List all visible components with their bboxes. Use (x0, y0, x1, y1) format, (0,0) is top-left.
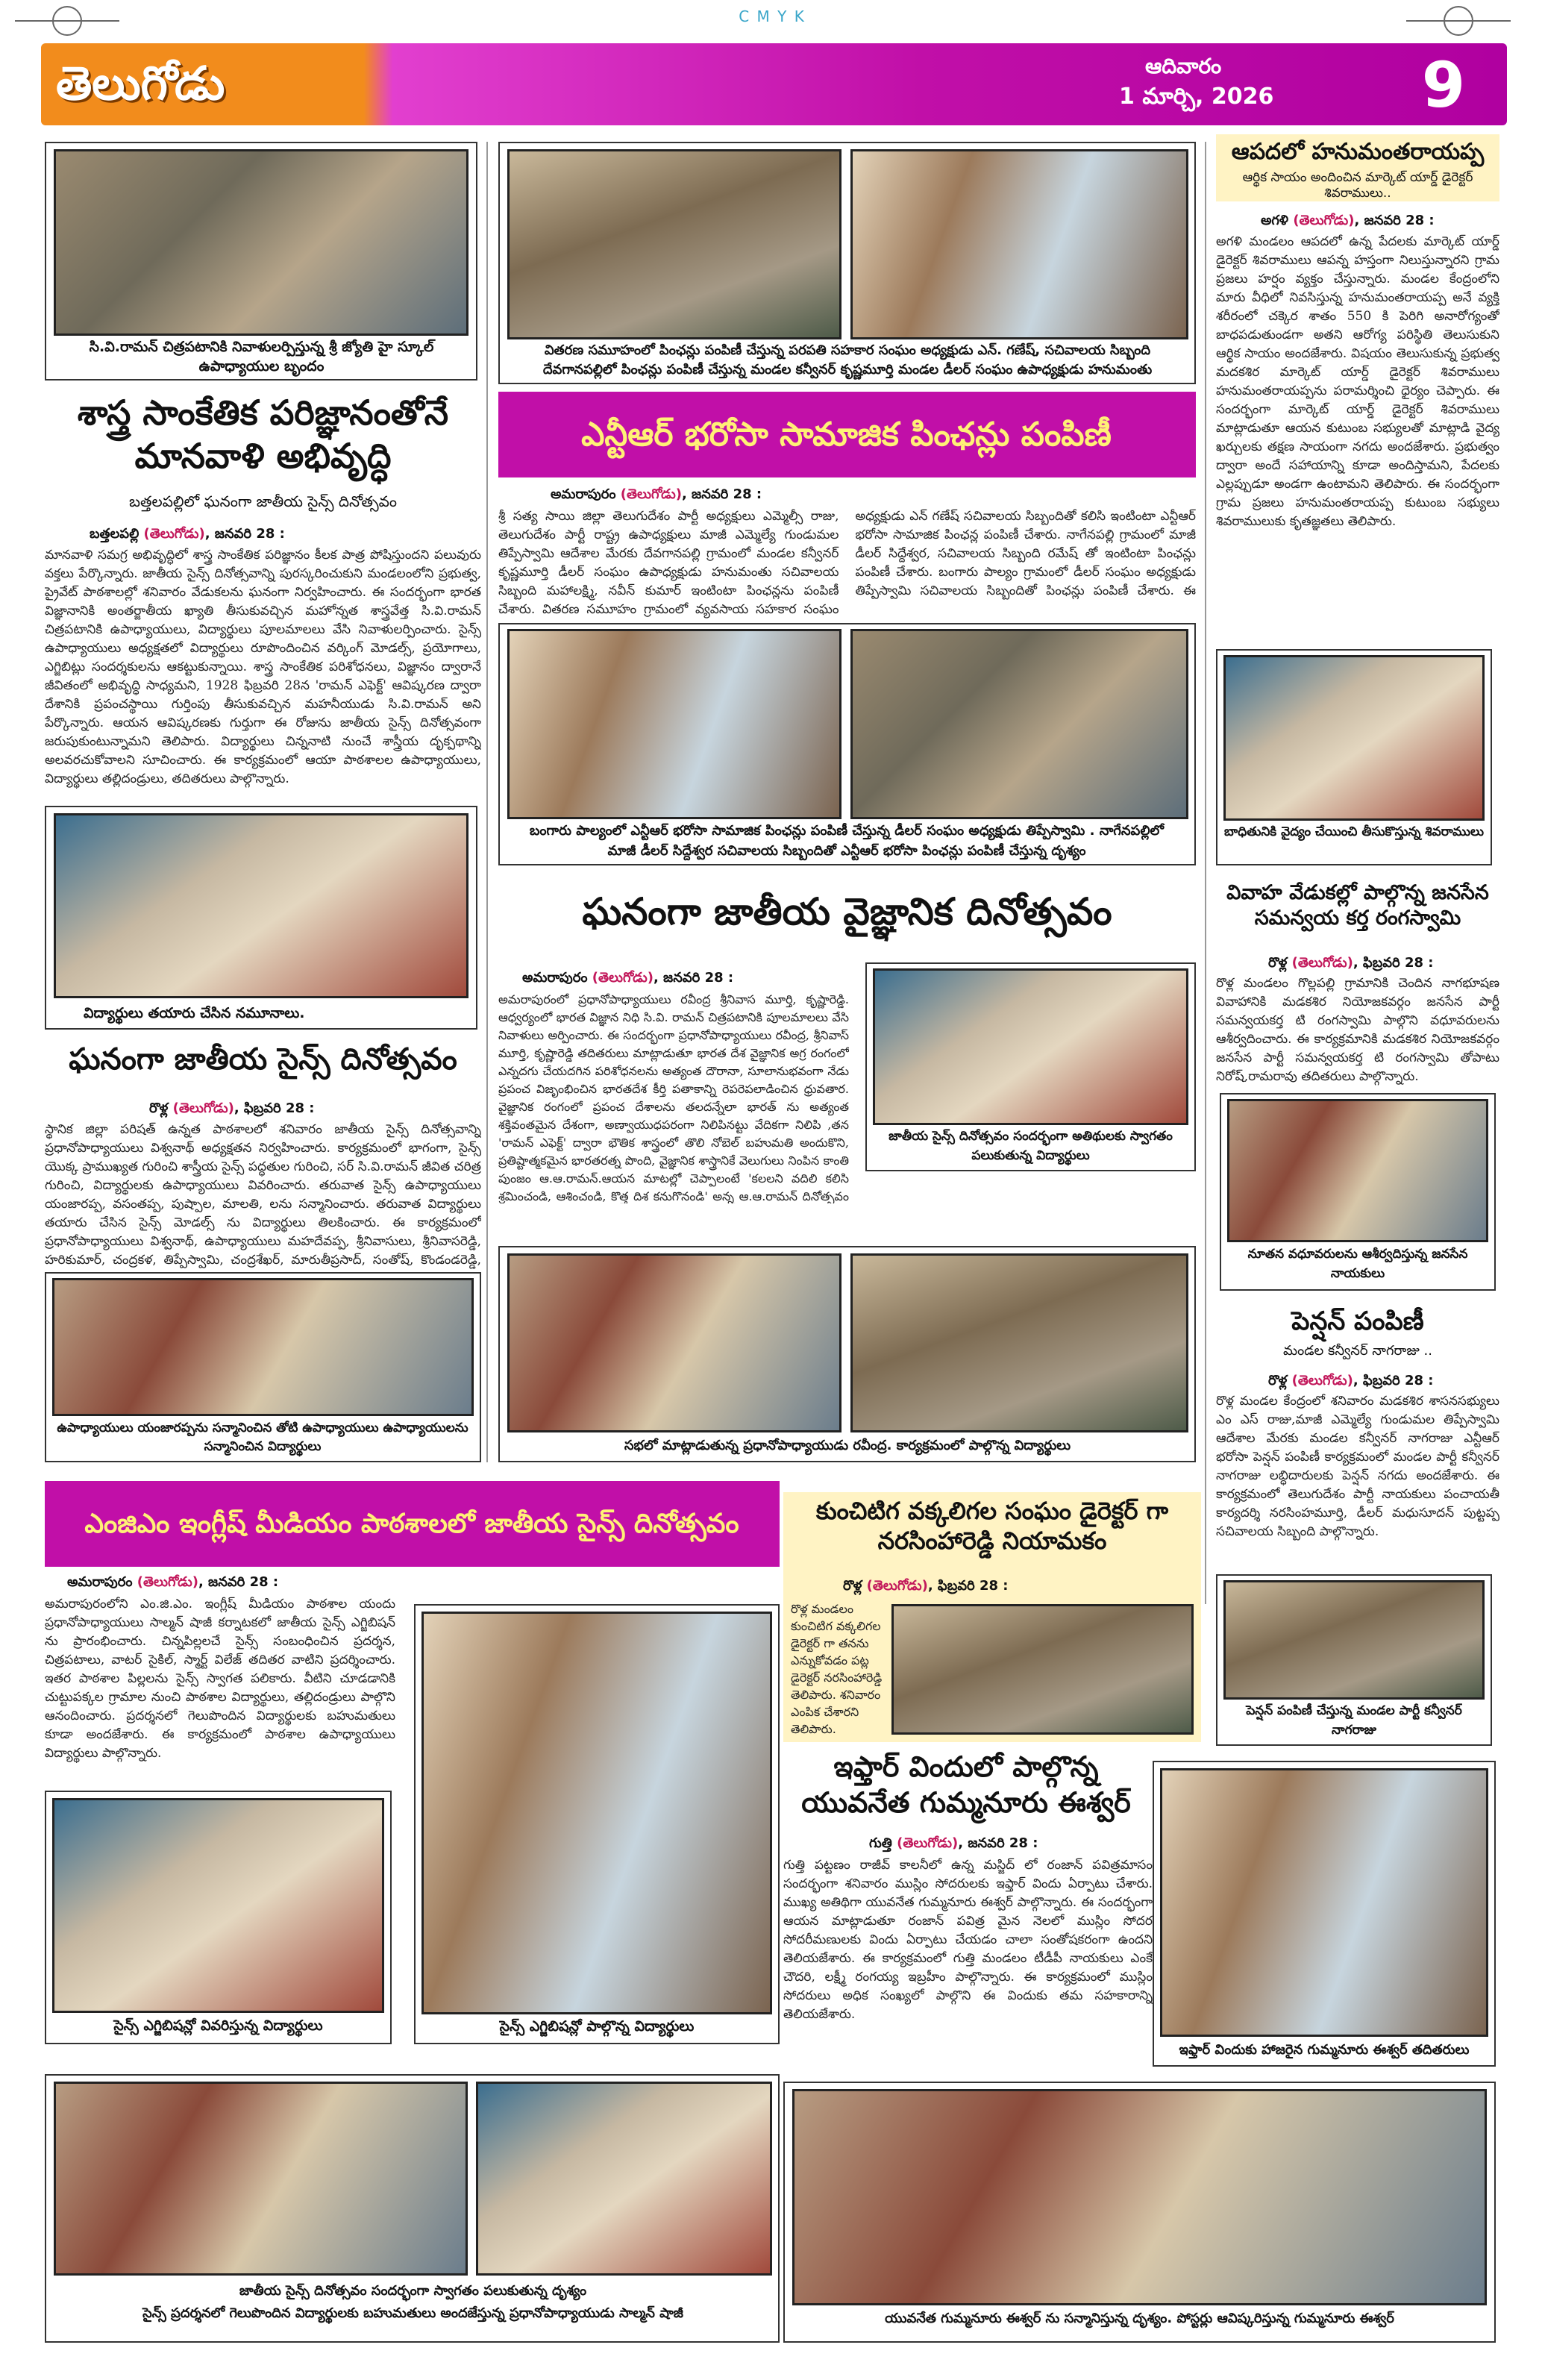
dateline-paper: (తెలుగోడు) (137, 1574, 198, 1590)
dateline-date: , ఫిబ్రవరి 28 : (1353, 955, 1434, 971)
masthead-date: 1 మార్చి, 2026 (1119, 84, 1274, 110)
dateline (551, 486, 864, 506)
dateline (90, 526, 477, 545)
dateline-date: , జనవరి 28 : (1354, 213, 1435, 228)
photo-caption: ఉపాధ్యాయులు యంజారప్పను సన్మానించిన తోటి ఉపాధ్యాయులు ఉపాధ్యాయులను సన్మానించిన విద్యార్థులు (57, 1421, 468, 1454)
photo-caption: విద్యార్థులు తయారు చేసిన నమూనాలు. (84, 1005, 305, 1021)
column-divider (486, 142, 488, 1462)
dateline (1261, 213, 1499, 232)
headline: ఆపదలో హనుమంతరాయప్ప (1231, 139, 1485, 165)
photo-caption: పెన్షన్ పంపిణీ చేస్తున్న మండల పార్టీ కన్వీనర్ నాగరాజు (1246, 1703, 1462, 1738)
dateline-place: అమరాపురం (522, 970, 588, 986)
pension-distribution-photo-4 (850, 629, 1188, 819)
subheadline: బత్తలపల్లిలో ఘనంగా జాతీయ సైన్స్ దినోత్సవం (128, 492, 398, 510)
director-appointment-photo (891, 1604, 1194, 1735)
dateline-place: అగళి (1261, 213, 1289, 228)
dateline (1268, 955, 1499, 974)
pension-distribution-photo-3 (507, 629, 841, 819)
welcome-ceremony-photo (54, 2082, 468, 2276)
article-body: మానవాళి సమగ్ర అభివృద్ధిలో శాస్త్ర సాంకేతిక పరిజ్ఞానం కీలక పాత్ర పోషిస్తుందని పలువురు వక్తలు పేర్కొన్నారు. జాతీయ సైన్స్ దినోత్సవాన్ని పురస్కరించుకుని మండలంలోని ప్రభుత్వ, ప్రైవేట్ పాఠశాలల్లో శనివారం వేడుకలను ఘనంగా నిర్వహించారు. ఈ సందర్భంగా భారత విజ్ఞానానికి అంతర్జాతీయ ఖ్యాతి తీసుకువచ్చిన మహోన్నత శాస్త్రవేత్త సి.వి.రామన్ చిత్రపటానికి ఉపాధ్యాయులు, విద్యార్థులు పూలమాలలు వేసి నివాళులర్పించారు. సైన్స్ ఉపాధ్యాయులు అధ్యక్షతలో విద్యార్థులు రూపొందించిన వర్కింగ్ మోడల్స్, ప్రయోగాలు, ఎగ్జిబిట్లు సందర్శకులను ఆకట్టుకున్నాయి. శాస్త్ర సాంకేతిక పరిశోధనలు, విజ్ఞానం ద్వారానే జీవితంలో అభివృద్ధి సాధ్యమని, 1928 ఫిబ్రవరి 28న 'రామన్ ఎఫెక్ట్' ఆవిష్కరణ ద్వారా దేశానికి ప్రపంచస్థాయి గుర్తింపు తీసుకువచ్చిన మహనీయుడు సి.వి.రామన్ అని పేర్కొన్నారు. ఆయన ఆవిష్కరణకు గుర్తుగా ఈ రోజును జాతీయ సైన్స్ దినోత్సవంగా జరుపుకుంటున్నామని తెలిపారు. విద్యార్థులు చిన్ననాటి నుంచే శాస్త్రీయ దృక్పథాన్ని అలవరచుకోవాలని సూచించారు. ఈ కార్యక్రమంలో ఆయా పాఠశాలల ఉపాధ్యాయులు, విద్యార్థులు తల్లిదండ్రులు, తదితరులు పాల్గొన్నారు. (45, 548, 481, 786)
science-exhibit-explanation-photo (52, 1798, 384, 2013)
headline: ఘనంగా జాతీయ సైన్స్ దినోత్సవం (69, 1042, 457, 1077)
registration-line-left (15, 20, 119, 22)
science-models-photo (54, 813, 468, 998)
cmyk-label: C M Y K (739, 7, 806, 25)
photo-caption: యువనేత గుమ్మనూరు ఈశ్వర్ ను సన్మానిస్తున్న దృశ్యం. పోస్టర్లు ఆవిష్కరిస్తున్న గుమ్మనూరు ఈశ్వర్ (885, 2311, 1394, 2326)
headline: ఘనంగా జాతీయ వైజ్ఞానిక దినోత్సవం (582, 890, 1112, 933)
page-number: 9 (1421, 48, 1466, 122)
article-body: అమరాపురంలో ప్రధానోపాధ్యాయులు రవీంద్ర శ్రీనివాస మూర్తి, కృష్ణారెడ్డి. ఆధ్వర్యంలో భారత విజ్ఞాన నిధి సి.వి. రామన్ చిత్రపటానికి పూలమాలలు వేసి నివాళులు అర్పించారు. ఈ సందర్భంగా ప్రధానోపాధ్యాయులు రవీంద్ర, శ్రీనివాస్ మూర్తి, కృష్ణారెడ్డి తదితరులు మాట్లాడుతూ భారత దేశ వైజ్ఞానిక అగ్ర రంగంలో ఎన్నదగు చేయదగిన పరిశోధనలను అత్యంత దౌరానా, సూలానుభవంగా నేడు ప్రపంచ విజృంభించిన భారతదేశ కీర్తి పతాకాన్ని రెపరెపలాడించిన ధ్రువతార. వైజ్ఞానిక రంగంలో ప్రపంచ దేశాలను తలదన్నేలా భారత్ ను అత్యంత శక్తివంతమైన దేశంగా, అణ్వాయుధపరంగా నిలిపినట్టు వేదికగా నిలిపి ,తన 'రామన్ ఎఫెక్ట్' ద్వారా భౌతిక శాస్త్రంలో తొలి నోబెల్ బహుమతి అందుకొని, ప్రతిష్టాత్మకమైన భారతరత్న పొంది, వైజ్ఞానిక శాస్త్రానికే వెలుగులు నింపిన కాంతి పుంజం ఆ.ఆ.రామన్.ఆయన మాటల్లో చెప్పాలంటే 'కలలని వదిలి కలిసి శ్రమించండి, ఆశించండి, కొత్త దిశ కనుగొనండి' అన్న ఆ.ఆ.రామన్ దినోత్సవం (498, 992, 849, 1203)
dateline-date: , ఫిబ్రవరి 28 : (1353, 1373, 1434, 1388)
photo-caption: బాధితునికి వైద్యం చేయించి తీసుకొస్తున్న శివరాములు (1224, 824, 1484, 839)
science-exhibit-students-photo (421, 1612, 772, 2014)
article-body: అగళి మండలం ఆపదలో ఉన్న పేదలకు మార్కెట్ యార్డ్ డైరెక్టర్ శివరాములు ఆపన్న హస్తంగా నిలుస్తున్నారని గ్రామ ప్రజలు హర్షం వ్యక్తం చేస్తున్నారు. మండల కేంద్రంలోని మారు వీధిలో నివసిస్తున్న హనుమంతరాయప్ప అనే వ్యక్తి శరీరంలో చక్కెర శాతం 550 కి పెరిగి అనారోగ్యంతో బాధపడుతుండగా అతని ఆరోగ్య పరిస్థితి తెలుసుకుని ఆర్థిక సాయం అందజేశారు. విషయం తెలుసుకున్న ప్రభుత్వ మదకశిర మార్కెట్ యార్డ్ డైరెక్టర్ శివరాములు హనుమంతరాయప్పను పరామర్శించి ధైర్యం చెప్పారు. ఈ సందర్భంగా మార్కెట్ యార్డ్ డైరెక్టర్ శివరాములు మాట్లాడుతూ ఆయన కుటుంబ సభ్యులతో మాట్లాడి వైద్య ఖర్చులకు తక్షణ సాయంగా నగదు అందజేశారు. ప్రభుత్వం ద్వారా అందే సహాయాన్ని కూడా అందిస్తామని, పేదలకు ఎల్లప్పుడూ అండగా ఉంటామని తెలిపారు. ఈ సందర్భంగా గ్రామ ప్రజలు హనుమంతరాయప్ప కుటుంబ సభ్యులు శివరాములుకు కృతజ్ఞతలు తెలిపారు. (1216, 234, 1499, 529)
photo-caption: వితరణ సమూహంలో పింఛన్లు పంపిణీ చేస్తున్న పరపతి సహకార సంఘం అధ్యక్షుడు ఎన్. గణేష్, సచివాలయ సిబ్బంది (544, 342, 1151, 358)
iftar-dinner-photo (1160, 1768, 1488, 2037)
headline: ఎంజిఎం ఇంగ్లీష్ మీడియం పాఠశాలలో జాతీయ సైన్స్ దినోత్సవం (84, 1509, 739, 1539)
masthead-logo: తెలుగోడు (56, 56, 225, 110)
headline: పెన్షన్ పంపిణీ (1291, 1306, 1424, 1336)
photo-caption: సి.వి.రామన్ చిత్రపటానికి నివాళులర్పిస్తున్న శ్రీ జ్యోతి హై స్కూల్ ఉపాధ్యాయుల బృందం (89, 339, 434, 375)
photo-caption: ఇఫ్తార్ విందుకు హాజరైన గుమ్మనూరు ఈశ్వర్ తదితరులు (1179, 2042, 1470, 2058)
dateline-place: రొళ్ల (843, 1578, 862, 1594)
article-body: రొళ్ల మండలం గొల్లపల్లి గ్రామానికి చెందిన నాగభూషణ వివాహానికి మడకశిర నియోజకవర్గం జనసేన పార్టీ సమన్వయకర్త టి రంగస్వామి పాల్గొని వధూవరులను ఆశీర్వదించారు. ఈ కార్యక్రమానికి మడకశిర నియోజకవర్గం జనసేన పార్టీ సమన్వయకర్త టి రంగస్వామి తోపాటు నిరోష్,రామరావు తదితరులు పాల్గొన్నారు. (1216, 976, 1499, 1084)
article-body: స్థానిక జిల్లా పరిషత్ ఉన్నత పాఠశాలలో శనివారం జాతీయ సైన్స్ దినోత్సవాన్ని ప్రధానోపాధ్యాయులు విశ్వనాథ్ అధ్యక్షతన నిర్వహించారు. కార్యక్రమంలో భాగంగా, సైన్స్ యొక్క ప్రాముఖ్యత గురించి శాస్త్రీయ సైన్స్ పద్ధతుల గురించి, సర్ సి.వి.రామన్ జీవిత చరిత్ర గురించి, విద్యార్థులకు ఉపాధ్యాయులు వివరించారు. తరువాత సైన్స్ ఉపాధ్యాయులు యంజారప్ప, వసంతప్ప, పుష్పాల, మాలతి, లను సన్మానించారు. తరువాత విద్యార్థులు తయారు చేసిన సైన్స్ మోడల్స్ ను విద్యార్థులు తిలకించారు. ఈ కార్యక్రమంలో ప్రధానోపాధ్యాయులు విశ్వనాథ్, ఉపాధ్యాయులు మహదేవప్ప, శ్రీనివాసులు, శ్రీనివాసరెడ్డి, హరికుమార్, చంద్రకళ, తిప్పేస్వామి, చంద్రశేఖర్, మారుతీప్రసాద్, సంతోష్, కొండండరెడ్డి, (45, 1122, 481, 1268)
photo-caption: దేవగానపల్లిలో పింఛన్లు పంపిణీ చేస్తున్న మండల కన్వీనర్ కృష్ణమూర్తి మండల డీలర్ సంఘం ఉపాధ్యక్షుడు హనుమంతు (542, 362, 1153, 378)
pension-distribution-photo-1 (507, 149, 841, 339)
dateline (149, 1100, 477, 1120)
photo-caption: జాతీయ సైన్స్ దినోత్సవం సందర్భంగా అతిథులకు స్వాగతం పలుకుతున్న విద్యార్థులు (888, 1129, 1173, 1163)
dateline (67, 1574, 395, 1594)
dateline-paper: (తెలుగోడు) (1291, 1373, 1353, 1388)
dateline-paper: (తెలుగోడు) (897, 1835, 959, 1851)
hospital-visit-photo (1223, 655, 1485, 821)
prize-distribution-photo (476, 2082, 772, 2276)
dateline-date: , జనవరి 28 : (653, 970, 734, 986)
photo-caption: సైన్స్ ప్రదర్శనలో గెలుపొందిన విద్యార్థులకు బహుమతులు అందజేస్తున్న ప్రధానోపాధ్యాయుడు సాల్మన్ షాజీ (142, 2305, 683, 2321)
photo-caption: నూతన వధూవరులను ఆశీర్వదిస్తున్న జనసేన నాయకులు (1247, 1247, 1468, 1281)
dateline-date: , ఫిబ్రవరి 28 : (927, 1578, 1009, 1594)
dateline-date: , జనవరి 28 : (198, 1574, 279, 1590)
dateline-paper: (తెలుగోడు) (1293, 213, 1355, 228)
teachers-felicitation-photo (52, 1278, 474, 1416)
dateline-paper: (తెలుగోడు) (1291, 955, 1353, 971)
photo-caption: సైన్స్ ఎగ్జిబిషన్లో పాల్గొన్న విద్యార్థులు (499, 2018, 695, 2035)
dateline-paper: (తెలుగోడు) (620, 486, 682, 502)
dateline-paper: (తెలుగోడు) (172, 1100, 234, 1116)
pension-handover-photo (1223, 1580, 1485, 1700)
dateline-date: , జనవరి 28 : (681, 486, 762, 502)
headline: ఇఫ్తార్ విందులో పాల్గొన్న యువనేత గుమ్మనూరు ఈశ్వర్ (801, 1750, 1131, 1819)
dateline-place: బత్తలపల్లి (90, 526, 140, 542)
dateline-place: రొళ్ల (1268, 955, 1288, 971)
article-body: అమరాపురంలోని ఎం.జి.ఎం. ఇంగ్లీష్ మీడియం పాఠశాల యందు ప్రధానోపాధ్యాయులు సాల్మన్ షాజీ కర్నాటకలో జాతీయ సైన్స్ ఎగ్జిబిషన్ ను ప్రారంభించారు. చిన్నపిల్లలచే సైన్స్ సంబంధించిన ప్రదర్శన, చిత్రపటాలు, వాటర్ సైకిల్, స్మార్ట్ విలేజ్ తదితర వాటిని ప్రదర్శించారు. ఇతర పాఠశాల పిల్లలను సైన్స్ స్వాగత పలికారు. వీటిని చూడడానికి చుట్టుపక్కల గ్రామాల నుంచి పాఠశాల విద్యార్థులు, తల్లిదండ్రులు పాల్గొని ఆనందించారు. ప్రదర్శనలో గెలుపొందిన విద్యార్థులకు బహుమతులు కూడా అందజేశారు. ఈ కార్యక్రమంలో పాఠశాల ఉపాధ్యాయులు విద్యార్థులు పాల్గొన్నారు. (45, 1597, 395, 1761)
subheadline: మండల కన్వీనర్ నాగరాజు .. (1283, 1343, 1432, 1359)
masthead-day: ఆదివారం (1145, 54, 1222, 78)
poster-release-photo (792, 2089, 1487, 2305)
pension-distribution-photo-2 (850, 149, 1188, 339)
headline: వివాహ వేడుకల్లో పాల్గొన్న జనసేన సమన్వయ కర్త రంగస్వామి (1226, 881, 1489, 930)
dateline-place: రొళ్ల (149, 1100, 169, 1116)
photo-caption: జాతీయ సైన్స్ దినోత్సవం సందర్భంగా స్వాగతం పలుకుతున్న దృశ్యం (239, 2283, 587, 2299)
dateline (522, 970, 850, 989)
dateline-date: , ఫిబ్రవరి 28 : (234, 1100, 315, 1116)
dateline (843, 1578, 1171, 1597)
dateline-place: అమరాపురం (67, 1574, 133, 1590)
dateline-paper: (తెలుగోడు) (592, 970, 654, 986)
article-body: శ్రీ సత్య సాయి జిల్లా తెలుగుదేశం పార్టీ అధ్యక్షులు ఎమ్మెల్సీ రాజు, తెలుగుదేశం పార్టీ రాష్ట్ర ఉపాధ్యక్షులు మాజీ ఎమ్మెల్యే గుండుమల తిప్పేస్వామి ఆదేశాల మేరకు దేవగానపల్లి గ్రామంలో మండల కన్వీనర్ కృష్ణమూర్తి డీలర్ సంఘం ఉపాధ్యక్షుడు హనుమంతు సచివాలయ సిబ్బంది మహాలక్ష్మి, నవీన్ కుమార్ ఇంటింటా పింఛన్లను పంపిణీ చేశారు. వితరణ సమూహం గ్రామంలో వ్యవసాయ సహకార సంఘం అధ్యక్షుడు ఎన్ గణేష్ సచివాలయ సిబ్బందితో కలిసి ఇంటింటా ఎన్టీఆర్ భరోసా సామాజిక పింఛన్ల పంపిణీ చేశారు. నాగేనపల్లి గ్రామంలో మాజీ డీలర్ సిద్దేశ్వర, సచివాలయ సిబ్బంది రమేష్ తో ఇంటింటా పింఛన్లు పంపిణీ చేశారు. బంగారు పాల్యం గ్రామంలో డీలర్ సంఘం అధ్యక్షుడు తిప్పేస్వామి సచివాలయ సిబ్బందితో పింఛన్లు పంపిణీ చేశారు. ఈ (498, 509, 1196, 617)
headline: కుంచిటిగ వక్కలిగల సంఘం డైరెక్టర్ గా నరసింహారెడ్డి నియామకం (815, 1497, 1169, 1555)
dateline-paper: (తెలుగోడు) (866, 1578, 928, 1594)
students-audience-photo (850, 1253, 1188, 1432)
subheadline: ఆర్థిక సాయం అందించిన మార్కెట్ యార్డ్ డైరెక్టర్ శివరాములు.. (1242, 170, 1473, 201)
dateline-date: , జనవరి 28 : (204, 526, 285, 542)
headline: శాస్త్ర సాంకేతిక పరిజ్ఞానంతోనే మానవాళి అభివృద్ధి (77, 392, 449, 476)
registration-line-right (1406, 20, 1511, 22)
headmaster-speech-photo (507, 1253, 841, 1432)
students-welcome-photo (873, 968, 1188, 1125)
teachers-tribute-photo (54, 149, 468, 336)
photo-caption: సభలో మాట్లాడుతున్న ప్రధానోపాధ్యాయుడు రవీంద్ర. కార్యక్రమంలో పాల్గొన్న విద్యార్థులు (624, 1438, 1071, 1453)
wedding-blessing-photo (1227, 1099, 1488, 1242)
dateline-paper: (తెలుగోడు) (143, 526, 205, 542)
dateline-place: గుత్తి (869, 1835, 892, 1851)
photo-caption: బంగారు పాల్యంలో ఎన్టీఆర్ భరోసా సామాజిక పింఛన్లు పంపిణీ చేస్తున్న డీలర్ సంఘం అధ్యక్షుడు తిప్పేస్వామి . నాగేనపల్లిలో మాజీ డీలర్ సిద్దేశ్వర సచివాలయ సిబ్బందితో ఎన్టీఆర్ భరోసా పింఛన్లు పంపిణీ చేస్తున్న దృశ్యం (529, 823, 1165, 859)
dateline (1268, 1373, 1499, 1392)
dateline (869, 1835, 1153, 1855)
article-body: రొళ్ల మండల కేంద్రంలో శనివారం మడకశిర శాసనసభ్యులు ఎం ఎస్ రాజు,మాజీ ఎమ్మెల్యే గుండుమల తిప్పేస్వామి ఆదేశాల మేరకు మండల కన్వీనర్ నాగరాజు ఎన్టీఆర్ భరోసా పెన్షన్ పంపిణీ కార్యక్రమంలో మండల పార్టీ కన్వీనర్ నాగరాజు లబ్ధిదారులకు పెన్షన్ నగదు అందజేశారు. ఈ కార్యక్రమంలో తెలుగుదేశం పార్టీ నాయకులు పంచాయతీ కార్యదర్శి నరసింహమూర్తి, డీలర్ మధుసూదన్ పుట్టప్ప సచివాలయ సిబ్బంది పాల్గొన్నారు. (1216, 1394, 1499, 1539)
dateline-place: అమరాపురం (551, 486, 616, 502)
article-body: రొళ్ల మండలం కుంచిటిగ వక్కలిగల డైరెక్టర్ గా తనను ఎన్నుకోవడం పట్ల డైరెక్టర్ నరసింహారెడ్డి తెలిపారు. శనివారం ఎంపిక చేశారని తెలిపారు. (791, 1602, 883, 1736)
article-body: గుత్తి పట్టణం రాజీవ్ కాలనీలో ఉన్న మస్జిద్ లో రంజాన్ పవిత్రమాసం సందర్భంగా శనివారం ముస్లిం సోదరులకు ఇఫ్తార్ విందు ఏర్పాటు చేశారు. ముఖ్య అతిథిగా యువనేత గుమ్మనూరు ఈశ్వర్ పాల్గొన్నారు. ఈ సందర్భంగా ఆయన మాట్లాడుతూ రంజాన్ పవిత్ర మైన నెలలో ముస్లిం సోదర సోదరీమణులకు విందు ఏర్పాటు చేయడం చాలా సంతోషకరంగా ఉందని తెలియజేశారు. ఈ కార్యక్రమంలో గుత్తి మండలం టీడీపీ నాయకులు ఎంకే చౌదరి, లక్ష్మీ రంగయ్య ఇబ్రహీం పాల్గొన్నారు. ఈ కార్యక్రమంలో ముస్లిం సోదరులు అధిక సంఖ్యలో పాల్గొని ఈ విందుకు తమ సహకారాన్ని తెలియజేశారు. (783, 1858, 1153, 2022)
dateline-place: రొళ్ల (1268, 1373, 1288, 1388)
headline: ఎన్టీఆర్ భరోసా సామాజిక పింఛన్లు పంపిణీ (581, 416, 1112, 454)
column-divider (1205, 142, 1206, 1604)
photo-caption: సైన్స్ ఎగ్జిబిషన్లో వివరిస్తున్న విద్యార్థులు (113, 2017, 323, 2034)
dateline-date: , జనవరి 28 : (958, 1835, 1038, 1851)
